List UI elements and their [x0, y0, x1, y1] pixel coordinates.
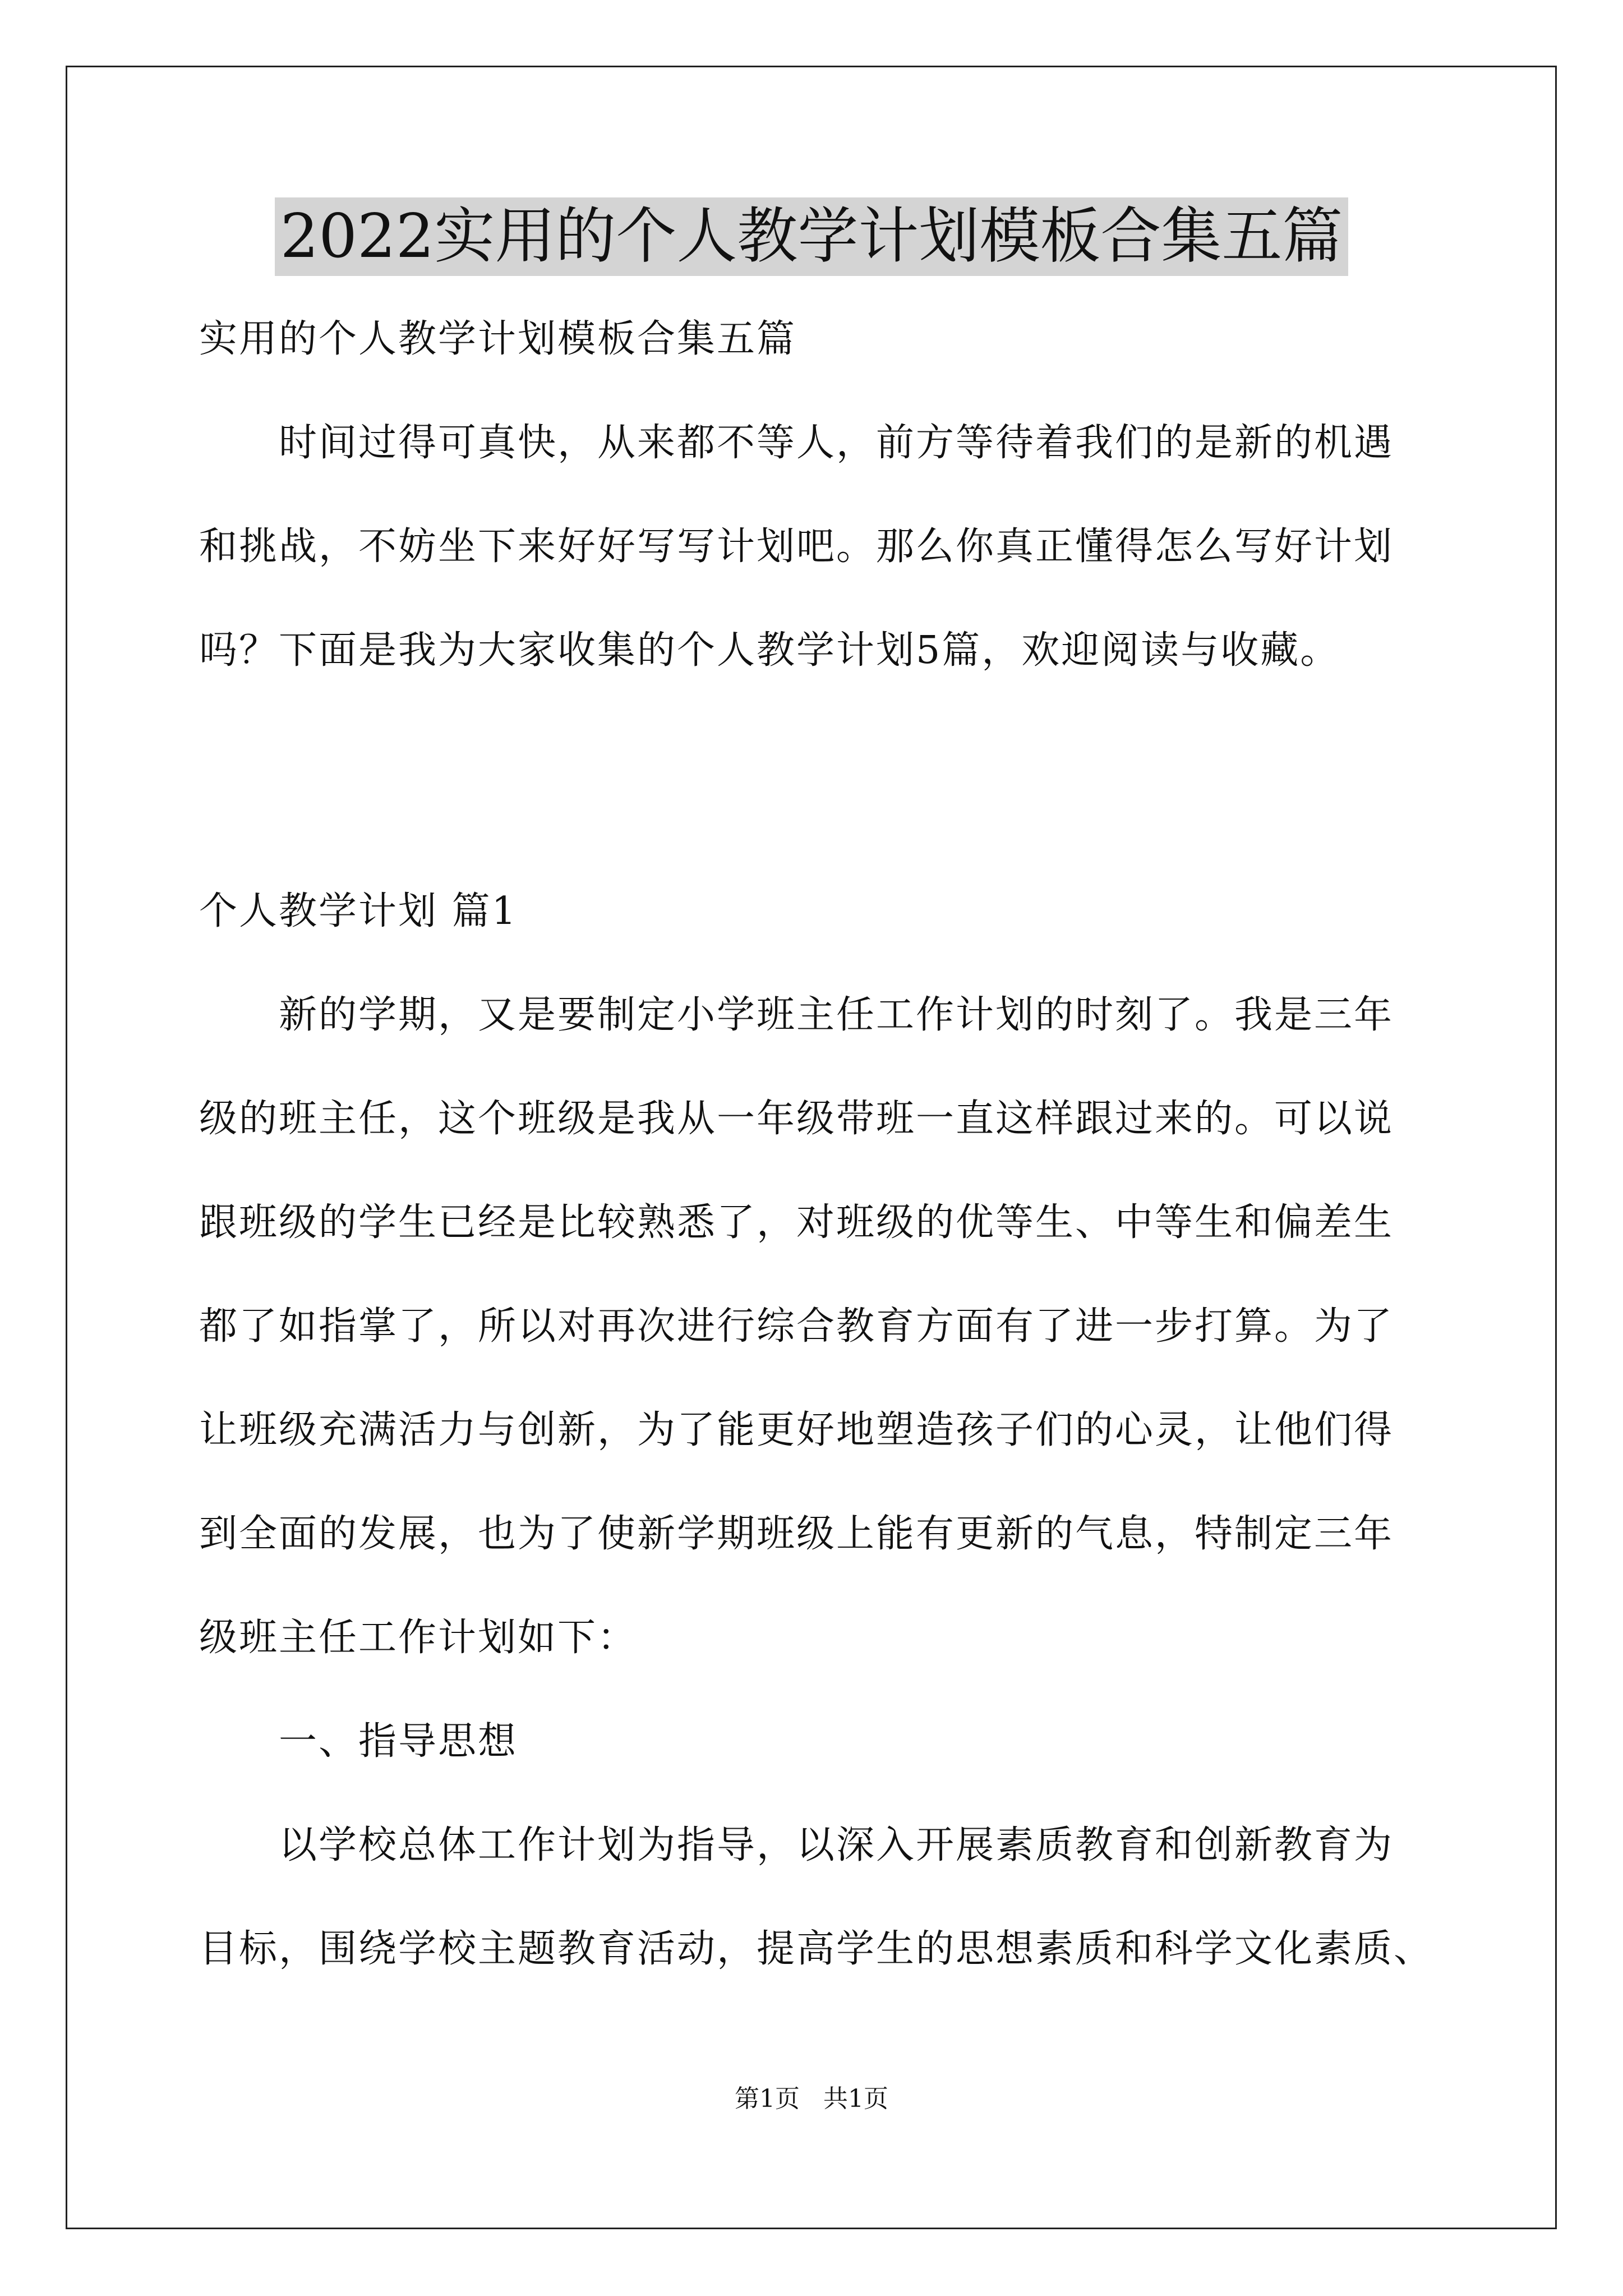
subsection-heading: 一、指导思想	[199, 1719, 518, 1764]
paragraph-line: 以学校总体工作计划为指导，以深入开展素质教育和创新教育为	[199, 1823, 1394, 1867]
paragraph-line: 和挑战，不妨坐下来好好写写计划吧。那么你真正懂得怎么写好计划	[199, 524, 1394, 569]
title-container	[0, 197, 1623, 276]
paragraph-line: 级班主任工作计划如下：	[199, 1616, 638, 1660]
paragraph-line: 让班级充满活力与创新，为了能更好地塑造孩子们的心灵，让他们得	[199, 1408, 1394, 1452]
section-heading: 个人教学计划 篇1	[199, 889, 518, 933]
paragraph-line: 目标，围绕学校主题教育活动，提高学生的思想素质和科学文化素质、	[199, 1927, 1434, 1971]
page-border	[66, 66, 1557, 2229]
paragraph-line: 到全面的发展，也为了使新学期班级上能有更新的气息，特制定三年	[199, 1512, 1394, 1556]
paragraph-line: 跟班级的学生已经是比较熟悉了，对班级的优等生、中等生和偏差生	[199, 1200, 1394, 1245]
page-footer	[0, 2082, 1623, 2116]
subtitle-line: 实用的个人教学计划模板合集五篇	[199, 317, 797, 361]
page-number: 第1页	[735, 2085, 800, 2113]
page-total: 共1页	[823, 2085, 888, 2113]
document-title: 2022实用的个人教学计划模板合集五篇	[275, 197, 1349, 276]
paragraph-line: 吗？下面是我为大家收集的个人教学计划5篇，欢迎阅读与收藏。	[199, 628, 1340, 673]
paragraph-line: 级的班主任，这个班级是我从一年级带班一直这样跟过来的。可以说	[199, 1097, 1394, 1141]
paragraph-line: 都了如指掌了，所以对再次进行综合教育方面有了进一步打算。为了	[199, 1304, 1394, 1349]
paragraph-line: 时间过得可真快，从来都不等人，前方等待着我们的是新的机遇	[199, 421, 1394, 465]
paragraph-line: 新的学期，又是要制定小学班主任工作计划的时刻了。我是三年	[199, 993, 1394, 1037]
